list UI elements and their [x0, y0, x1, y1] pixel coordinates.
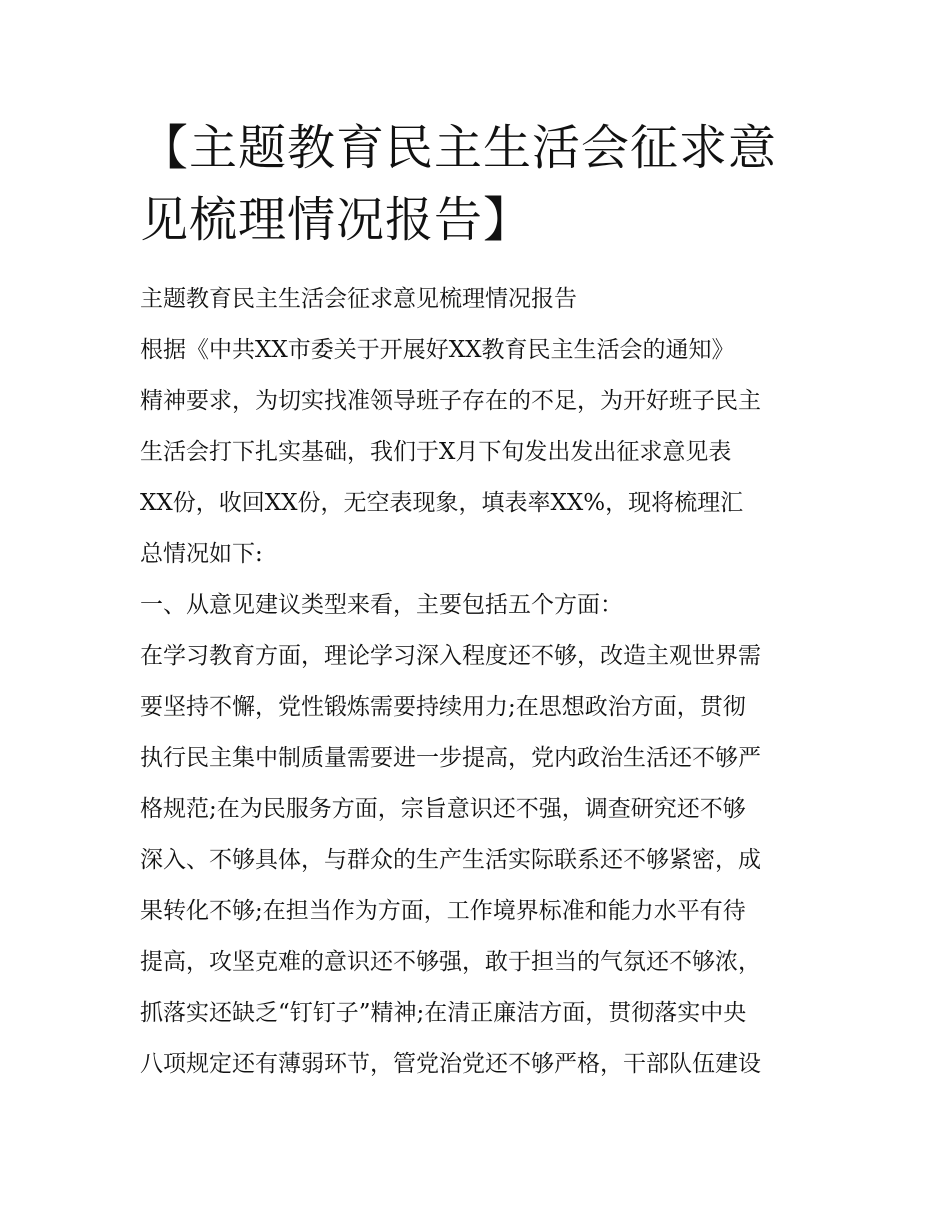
body-line: 提高，攻坚克难的意识还不够强，敢于担当的气氛还不够浓， — [140, 949, 761, 975]
body-line: 要坚持不懈，党性锻炼需要持续用力;在思想政治方面，贯彻 — [140, 694, 746, 720]
body-line: 深入、不够具体，与群众的生产生活实际联系还不够紧密，成 — [140, 847, 761, 873]
body-line: XX份，收回XX份，无空表现象，填表率XX%，现将梳理汇 — [140, 490, 744, 516]
title-line: 见梳理情况报告】 — [140, 192, 533, 248]
body-line: 格规范;在为民服务方面，宗旨意识还不强，调查研究还不够 — [140, 796, 746, 822]
subtitle-line: 主题教育民主生活会征求意见梳理情况报告 — [140, 286, 577, 312]
title-line: 【主题教育民主生活会征求意 — [140, 120, 778, 176]
body-line: 八项规定还有薄弱环节，管党治党还不够严格，干部队伍建设 — [140, 1051, 761, 1077]
body-line: 执行民主集中制质量需要进一步提高，党内政治生活还不够严 — [140, 745, 761, 771]
body-line: 精神要求，为切实找准领导班子存在的不足，为开好班子民主 — [140, 388, 761, 414]
body-line: 生活会打下扎实基础，我们于X月下旬发出发出征求意见表 — [140, 439, 732, 465]
body-line: 抓落实还缺乏“钉钉子”精神;在清正廉洁方面，贯彻落实中央 — [140, 1000, 747, 1026]
section-heading: 一、从意见建议类型来看，主要包括五个方面： — [140, 592, 623, 618]
body-line: 在学习教育方面，理论学习深入程度还不够，改造主观世界需 — [140, 643, 761, 669]
body-line: 总情况如下: — [140, 541, 263, 567]
body-line: 根据《中共XX市委关于开展好XX教育民主生活会的通知》 — [140, 337, 735, 363]
document-page — [140, 112, 820, 1090]
document-title — [140, 112, 820, 256]
document-body — [140, 274, 820, 1090]
body-line: 果转化不够;在担当作为方面，工作境界标准和能力水平有待 — [140, 898, 746, 924]
